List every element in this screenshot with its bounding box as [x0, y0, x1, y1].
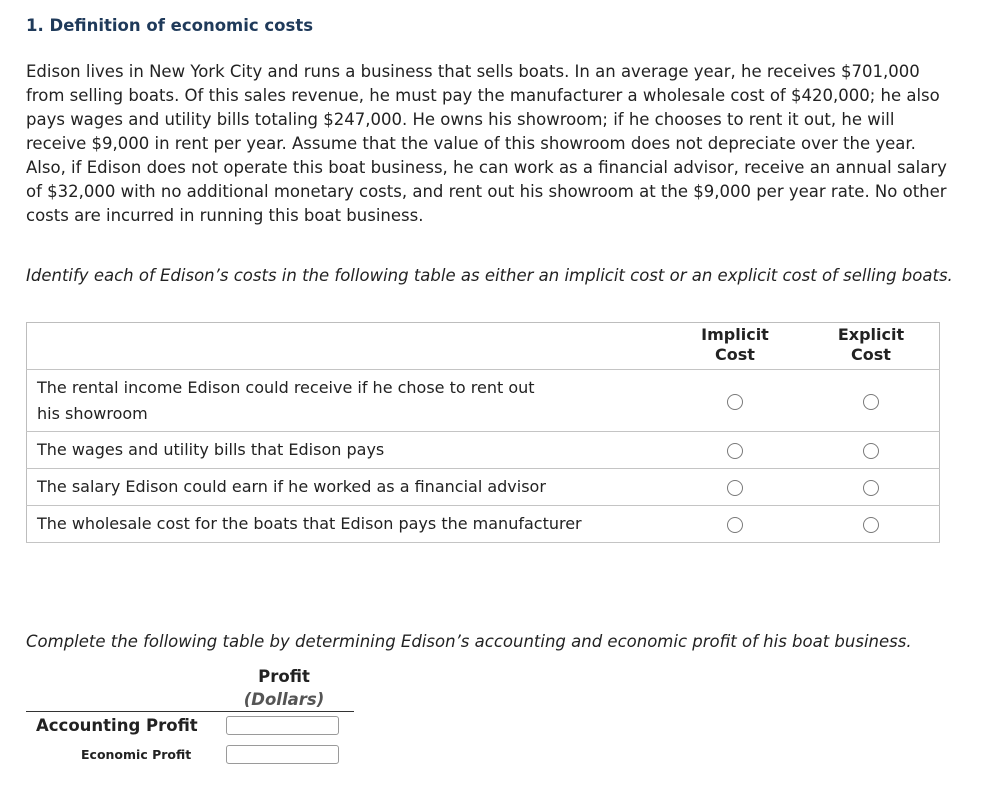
profit-column-header — [225, 665, 343, 711]
implicit-cost-header — [667, 323, 803, 370]
explicit-radio-advisor-salary[interactable] — [863, 480, 879, 496]
explicit-cost-header-line2: Cost — [851, 345, 891, 364]
table-row — [27, 432, 940, 469]
implicit-radio-wholesale-cost[interactable] — [727, 517, 743, 533]
economic-profit-label: Economic Profit — [81, 747, 192, 762]
cost-description: The salary Edison could earn if he worked as a financial advisor — [27, 469, 668, 506]
cost-classification-table — [26, 322, 940, 543]
page-title: 1. Definition of economic costs — [26, 16, 314, 35]
cost-description: The rental income Edison could receive if he chose to rent out his showroom — [27, 370, 668, 432]
profit-table-instructions: Complete the following table by determining Edison’s accounting and economic profit of his boat business. — [26, 632, 912, 651]
explicit-cost-header — [803, 323, 940, 370]
explicit-cost-header-line1: Explicit — [837, 325, 905, 344]
profit-header-title: Profit — [258, 667, 310, 686]
table-row — [27, 370, 940, 432]
implicit-radio-wages-utilities[interactable] — [727, 443, 743, 459]
table-row — [27, 506, 940, 543]
accounting-profit-input[interactable] — [226, 716, 339, 735]
implicit-cost-header-line2: Cost — [715, 345, 755, 364]
implicit-cost-header-line1: Implicit — [701, 325, 769, 344]
explicit-radio-wholesale-cost[interactable] — [863, 517, 879, 533]
cost-description: The wholesale cost for the boats that Edison pays the manufacturer — [27, 506, 668, 543]
explicit-radio-wages-utilities[interactable] — [863, 443, 879, 459]
profit-table-divider — [26, 711, 354, 712]
profit-header-unit: (Dollars) — [243, 690, 325, 709]
problem-description: Edison lives in New York City and runs a business that sells boats. In an average year, he receives $701,000 from selling boats. Of this sales revenue, he must pay the manufacturer a wholesale cost of $420,000; he also pays wages and utility bills totaling $247,000. He owns his showroom; if he chooses to rent it out, he will receive $9,000 in rent per year. Assume that the value of this showroom does not depreciate over the year. Also, if Edison does not operate this boat business, he can work as a financial advisor, receive an annual salary of $32,000 with no additional monetary costs, and rent out his showroom at the $9,000 per year rate. No other costs are incurred in running this boat business. — [26, 62, 947, 225]
accounting-profit-label: Accounting Profit — [36, 716, 198, 735]
cost-table-header-row — [27, 323, 940, 370]
cost-column-header — [27, 323, 668, 370]
economic-profit-input[interactable] — [226, 745, 339, 764]
explicit-radio-rental-income[interactable] — [863, 394, 879, 410]
implicit-radio-rental-income[interactable] — [727, 394, 743, 410]
cost-description: The wages and utility bills that Edison pays — [27, 432, 668, 469]
implicit-radio-advisor-salary[interactable] — [727, 480, 743, 496]
table-row — [27, 469, 940, 506]
cost-table-instructions: Identify each of Edison’s costs in the following table as either an implicit cost or an explicit cost of selling boats. — [26, 266, 953, 285]
